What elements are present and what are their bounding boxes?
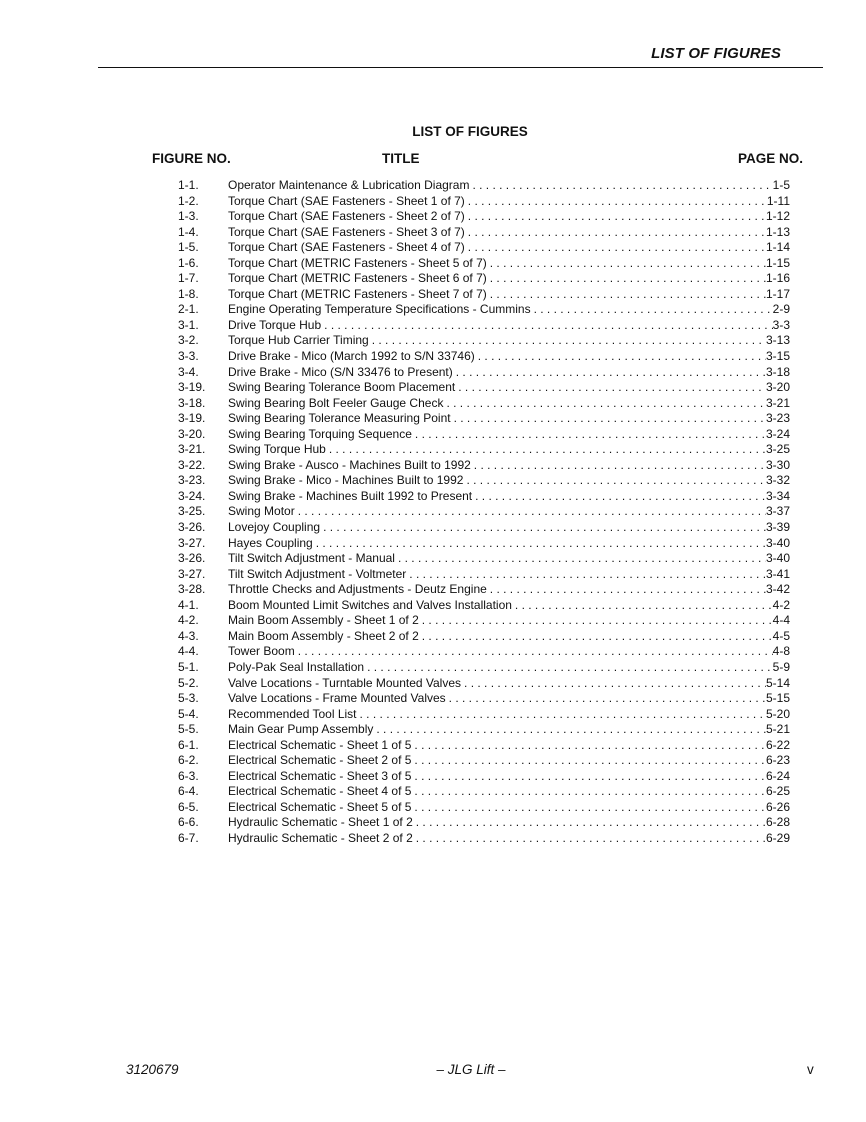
figure-number: 3-27. — [178, 535, 206, 550]
column-header-title: TITLE — [382, 151, 420, 166]
figure-page-number: 3-30 — [765, 457, 790, 472]
figure-title: Boom Mounted Limit Switches and Valves Installation — [228, 597, 512, 612]
figure-title: Electrical Schematic - Sheet 4 of 5 — [228, 784, 412, 799]
figure-list-item — [178, 582, 790, 598]
figure-title: Hydraulic Schematic - Sheet 2 of 2 — [228, 830, 413, 845]
figure-list-item — [178, 473, 790, 489]
column-header-page-no: PAGE NO. — [738, 151, 804, 166]
figure-title: Recommended Tool List — [228, 706, 357, 721]
figure-title: Drive Brake - Mico (S/N 33476 to Present) — [228, 364, 453, 379]
figure-entry — [228, 831, 790, 847]
footer-brand: – JLG Lift – — [436, 1062, 506, 1077]
figure-number: 3-18. — [178, 395, 206, 410]
figure-page-number: 5-21 — [765, 722, 790, 737]
figure-page-number: 5-15 — [765, 691, 790, 706]
figure-number: 2-1. — [178, 302, 199, 317]
figure-page-number: 1-15 — [765, 255, 790, 270]
figure-page-number: 3-25 — [765, 442, 790, 457]
figure-entry — [228, 722, 790, 738]
figure-number: 3-19. — [178, 380, 206, 395]
figure-list-item — [178, 769, 790, 785]
figure-entry — [228, 784, 790, 800]
figure-list-item — [178, 536, 790, 552]
figure-entry — [228, 582, 790, 598]
figure-title: Lovejoy Coupling — [228, 520, 321, 535]
dot-leader — [406, 567, 766, 583]
dot-leader — [411, 738, 766, 754]
figure-entry — [228, 318, 790, 334]
figure-list-item — [178, 411, 790, 427]
figure-title: Swing Brake - Mico - Machines Built to 1992 — [228, 473, 464, 488]
figure-entry — [228, 302, 790, 318]
dot-leader — [419, 629, 773, 645]
dot-leader — [455, 380, 766, 396]
dot-leader — [443, 396, 766, 412]
figure-page-number: 3-37 — [765, 504, 790, 519]
figure-title: Drive Brake - Mico (March 1992 to S/N 33746) — [228, 349, 475, 364]
figure-page-number: 6-24 — [765, 768, 790, 783]
figure-list-item — [178, 318, 790, 334]
figure-entry — [228, 365, 790, 381]
dot-leader — [472, 489, 766, 505]
figure-number: 3-23. — [178, 473, 206, 488]
column-header-figure-no: FIGURE NO. — [152, 151, 231, 166]
figure-number: 5-1. — [178, 659, 199, 674]
figure-list-item — [178, 676, 790, 692]
figure-title: Swing Motor — [228, 504, 295, 519]
figure-entry — [228, 800, 790, 816]
figure-entry — [228, 256, 790, 272]
figure-list-item — [178, 256, 790, 272]
figure-entry — [228, 287, 790, 303]
figure-entry — [228, 644, 790, 660]
figure-number: 3-4. — [178, 364, 199, 379]
figure-list-item — [178, 738, 790, 754]
figure-number: 1-2. — [178, 193, 199, 208]
figure-number: 3-20. — [178, 426, 206, 441]
figure-number: 3-22. — [178, 457, 206, 472]
figure-entry — [228, 613, 790, 629]
figure-title: Swing Bearing Tolerance Measuring Point — [228, 411, 451, 426]
dot-leader — [321, 318, 772, 334]
dot-leader — [295, 504, 766, 520]
dot-leader — [446, 691, 766, 707]
figure-title: Torque Chart (METRIC Fasteners - Sheet 7 of 7) — [228, 286, 487, 301]
figure-number: 6-6. — [178, 815, 199, 830]
figure-list-item — [178, 753, 790, 769]
dot-leader — [411, 769, 766, 785]
figure-title: Main Boom Assembly - Sheet 2 of 2 — [228, 628, 419, 643]
dot-leader — [411, 753, 766, 769]
dot-leader — [531, 302, 773, 318]
figure-list-item — [178, 458, 790, 474]
figure-entry — [228, 551, 790, 567]
dot-leader — [469, 178, 772, 194]
figure-title: Valve Locations - Turntable Mounted Valves — [228, 675, 462, 690]
dot-leader — [487, 582, 766, 598]
figure-number: 5-5. — [178, 722, 199, 737]
figure-entry — [228, 458, 790, 474]
figure-page-number: 3-39 — [765, 520, 790, 535]
figure-entry — [228, 598, 790, 614]
figure-list-item — [178, 598, 790, 614]
dot-leader — [364, 660, 773, 676]
figure-title: Electrical Schematic - Sheet 2 of 5 — [228, 753, 412, 768]
dot-leader — [487, 287, 766, 303]
figure-number: 1-5. — [178, 240, 199, 255]
figure-title: Torque Chart (SAE Fasteners - Sheet 2 of 7) — [228, 209, 465, 224]
figure-entry — [228, 536, 790, 552]
dot-leader — [453, 365, 766, 381]
figure-page-number: 1-14 — [765, 240, 790, 255]
dot-leader — [463, 473, 766, 489]
figure-page-number: 3-32 — [765, 473, 790, 488]
figure-number: 3-27. — [178, 566, 206, 581]
figure-number: 3-1. — [178, 317, 199, 332]
figure-title: Tilt Switch Adjustment - Manual — [228, 551, 395, 566]
figure-title: Torque Chart (METRIC Fasteners - Sheet 6 of 7) — [228, 271, 487, 286]
figure-page-number: 6-29 — [765, 830, 790, 845]
figure-page-number: 6-28 — [765, 815, 790, 830]
figure-title: Torque Chart (METRIC Fasteners - Sheet 5 of 7) — [228, 255, 487, 270]
figure-entry — [228, 194, 790, 210]
figure-number: 5-4. — [178, 706, 199, 721]
running-header-title: LIST OF FIGURES — [651, 45, 781, 62]
figure-title: Swing Bearing Tolerance Boom Placement — [228, 380, 456, 395]
figure-list-item — [178, 333, 790, 349]
figure-list-item — [178, 287, 790, 303]
figure-title: Electrical Schematic - Sheet 1 of 5 — [228, 737, 412, 752]
footer-document-number: 3120679 — [126, 1062, 179, 1077]
dot-leader — [487, 271, 766, 287]
figure-list-item — [178, 427, 790, 443]
dot-leader — [512, 598, 773, 614]
figure-number: 4-3. — [178, 628, 199, 643]
figure-entry — [228, 380, 790, 396]
figure-number: 1-8. — [178, 286, 199, 301]
figure-page-number: 5-9 — [772, 659, 790, 674]
figure-list-item — [178, 240, 790, 256]
figure-list-item — [178, 489, 790, 505]
figure-entry — [228, 396, 790, 412]
dot-leader — [411, 800, 766, 816]
dot-leader — [412, 427, 766, 443]
figure-list-item — [178, 178, 790, 194]
figure-number: 4-1. — [178, 597, 199, 612]
figure-title: Torque Chart (SAE Fasteners - Sheet 3 of 7) — [228, 224, 465, 239]
dot-leader — [487, 256, 766, 272]
figure-entry — [228, 660, 790, 676]
figure-entry — [228, 815, 790, 831]
figure-list-item — [178, 629, 790, 645]
figure-page-number: 1-17 — [765, 286, 790, 301]
figure-entry — [228, 567, 790, 583]
figure-title: Torque Hub Carrier Timing — [228, 333, 369, 348]
figure-entry — [228, 442, 790, 458]
figure-entry — [228, 349, 790, 365]
figure-entry — [228, 738, 790, 754]
figure-entry — [228, 707, 790, 723]
figure-page-number: 3-24 — [765, 426, 790, 441]
figure-list-item — [178, 396, 790, 412]
figure-page-number: 3-15 — [765, 349, 790, 364]
figure-list-item — [178, 691, 790, 707]
figure-page-number: 3-20 — [765, 380, 790, 395]
figure-page-number: 3-41 — [765, 566, 790, 581]
figure-title: Swing Brake - Machines Built 1992 to Present — [228, 488, 473, 503]
figure-number: 6-4. — [178, 784, 199, 799]
dot-leader — [373, 722, 766, 738]
dot-leader — [295, 644, 773, 660]
figure-number: 3-26. — [178, 551, 206, 566]
figure-entry — [228, 411, 790, 427]
figure-list-item — [178, 194, 790, 210]
figure-entry — [228, 240, 790, 256]
figure-list-item — [178, 520, 790, 536]
figure-page-number: 3-18 — [765, 364, 790, 379]
figure-title: Swing Bearing Torquing Sequence — [228, 426, 412, 441]
figure-title: Torque Chart (SAE Fasteners - Sheet 4 of 7) — [228, 240, 465, 255]
figure-list-item — [178, 209, 790, 225]
figure-list-item — [178, 380, 790, 396]
figure-list-item — [178, 613, 790, 629]
figure-number: 1-7. — [178, 271, 199, 286]
figure-title: Hydraulic Schematic - Sheet 1 of 2 — [228, 815, 413, 830]
figure-list-item — [178, 800, 790, 816]
figure-title: Drive Torque Hub — [228, 317, 322, 332]
figure-page-number: 4-8 — [772, 644, 790, 659]
figure-page-number: 3-34 — [765, 488, 790, 503]
figure-entry — [228, 691, 790, 707]
figure-list-item — [178, 660, 790, 676]
figure-title: Main Boom Assembly - Sheet 1 of 2 — [228, 613, 419, 628]
figure-list-item — [178, 442, 790, 458]
figure-title: Electrical Schematic - Sheet 3 of 5 — [228, 768, 412, 783]
figure-entry — [228, 427, 790, 443]
figure-entry — [228, 271, 790, 287]
figure-entry — [228, 178, 790, 194]
figure-list-item — [178, 551, 790, 567]
dot-leader — [465, 240, 766, 256]
figure-number: 5-2. — [178, 675, 199, 690]
figure-page-number: 1-5 — [772, 178, 790, 192]
figure-title: Main Gear Pump Assembly — [228, 722, 374, 737]
figure-number: 6-3. — [178, 768, 199, 783]
dot-leader — [465, 194, 767, 210]
figure-title: Throttle Checks and Adjustments - Deutz Engine — [228, 582, 487, 597]
figure-list-item — [178, 567, 790, 583]
figure-number: 1-4. — [178, 224, 199, 239]
figure-page-number: 3-42 — [765, 582, 790, 597]
figure-page-number: 4-2 — [772, 597, 790, 612]
figure-page-number: 1-16 — [765, 271, 790, 286]
figure-list-item — [178, 815, 790, 831]
figure-title: Valve Locations - Frame Mounted Valves — [228, 691, 446, 706]
figure-title: Poly-Pak Seal Installation — [228, 659, 365, 674]
figure-list-item — [178, 722, 790, 738]
figure-number: 3-2. — [178, 333, 199, 348]
figure-entry — [228, 209, 790, 225]
figure-entry — [228, 769, 790, 785]
figure-entry — [228, 753, 790, 769]
dot-leader — [461, 676, 766, 692]
figure-page-number: 3-3 — [772, 317, 790, 332]
figure-entry — [228, 473, 790, 489]
dot-leader — [326, 442, 766, 458]
figure-page-number: 6-26 — [765, 799, 790, 814]
figure-page-number: 3-40 — [765, 535, 790, 550]
figure-title: Swing Brake - Ausco - Machines Built to 1992 — [228, 457, 471, 472]
figure-entry — [228, 629, 790, 645]
dot-leader — [395, 551, 766, 567]
figure-entry — [228, 489, 790, 505]
figure-number: 3-24. — [178, 488, 206, 503]
dot-leader — [313, 536, 766, 552]
figure-list-item — [178, 784, 790, 800]
figure-page-number: 3-23 — [765, 411, 790, 426]
figure-entry — [228, 504, 790, 520]
figure-list-item — [178, 302, 790, 318]
figure-number: 6-1. — [178, 737, 199, 752]
figure-page-number: 6-23 — [765, 753, 790, 768]
dot-leader — [465, 209, 766, 225]
figure-page-number: 4-4 — [772, 613, 790, 628]
figure-entry — [228, 225, 790, 241]
figure-list-item — [178, 707, 790, 723]
dot-leader — [320, 520, 766, 536]
dot-leader — [451, 411, 766, 427]
figure-page-number: 1-11 — [766, 193, 790, 208]
figure-number: 6-7. — [178, 830, 199, 845]
page-title: LIST OF FIGURES — [412, 124, 528, 139]
figure-list-item — [178, 225, 790, 241]
figure-number: 5-3. — [178, 691, 199, 706]
figure-title: Tilt Switch Adjustment - Voltmeter — [228, 566, 407, 581]
figure-number: 6-5. — [178, 799, 199, 814]
figure-list-item — [178, 349, 790, 365]
figure-title: Torque Chart (SAE Fasteners - Sheet 1 of 7) — [228, 193, 465, 208]
figure-list-item — [178, 831, 790, 847]
figure-list-item — [178, 504, 790, 520]
figure-title: Engine Operating Temperature Specifications - Cummins — [228, 302, 531, 317]
figure-page-number: 1-13 — [765, 224, 790, 239]
dot-leader — [465, 225, 766, 241]
figure-list-item — [178, 365, 790, 381]
figure-entry — [228, 520, 790, 536]
dot-leader — [357, 707, 766, 723]
figure-list — [178, 178, 790, 847]
figure-number: 6-2. — [178, 753, 199, 768]
figure-number: 3-19. — [178, 411, 206, 426]
figure-number: 1-3. — [178, 209, 199, 224]
figure-number: 3-21. — [178, 442, 206, 457]
figure-page-number: 2-9 — [772, 302, 790, 317]
figure-number: 1-1. — [178, 178, 199, 192]
figure-number: 3-28. — [178, 582, 206, 597]
figure-title: Electrical Schematic - Sheet 5 of 5 — [228, 799, 412, 814]
figure-page-number: 5-20 — [765, 706, 790, 721]
figure-page-number: 3-40 — [765, 551, 790, 566]
figure-page-number: 6-22 — [765, 737, 790, 752]
dot-leader — [471, 458, 766, 474]
dot-leader — [411, 784, 766, 800]
figure-number: 3-3. — [178, 349, 199, 364]
figure-entry — [228, 333, 790, 349]
figure-list-item — [178, 271, 790, 287]
figure-number: 4-2. — [178, 613, 199, 628]
footer-page-number: v — [807, 1062, 814, 1077]
figure-number: 4-4. — [178, 644, 199, 659]
figure-number: 3-25. — [178, 504, 206, 519]
figure-title: Swing Bearing Bolt Feeler Gauge Check — [228, 395, 444, 410]
figure-title: Hayes Coupling — [228, 535, 313, 550]
dot-leader — [419, 613, 773, 629]
dot-leader — [369, 333, 766, 349]
figure-number: 1-6. — [178, 255, 199, 270]
dot-leader — [413, 831, 766, 847]
figure-page-number: 6-25 — [765, 784, 790, 799]
figure-page-number: 3-21 — [765, 395, 790, 410]
figure-title: Operator Maintenance & Lubrication Diagram — [228, 178, 470, 192]
figure-number: 3-26. — [178, 520, 206, 535]
figure-title: Tower Boom — [228, 644, 295, 659]
header-rule — [98, 67, 823, 68]
dot-leader — [475, 349, 766, 365]
dot-leader — [413, 815, 766, 831]
figure-page-number: 3-13 — [765, 333, 790, 348]
figure-page-number: 5-14 — [765, 675, 790, 690]
figure-entry — [228, 676, 790, 692]
figure-page-number: 1-12 — [765, 209, 790, 224]
figure-title: Swing Torque Hub — [228, 442, 326, 457]
figure-page-number: 4-5 — [772, 628, 790, 643]
figure-list-item — [178, 644, 790, 660]
